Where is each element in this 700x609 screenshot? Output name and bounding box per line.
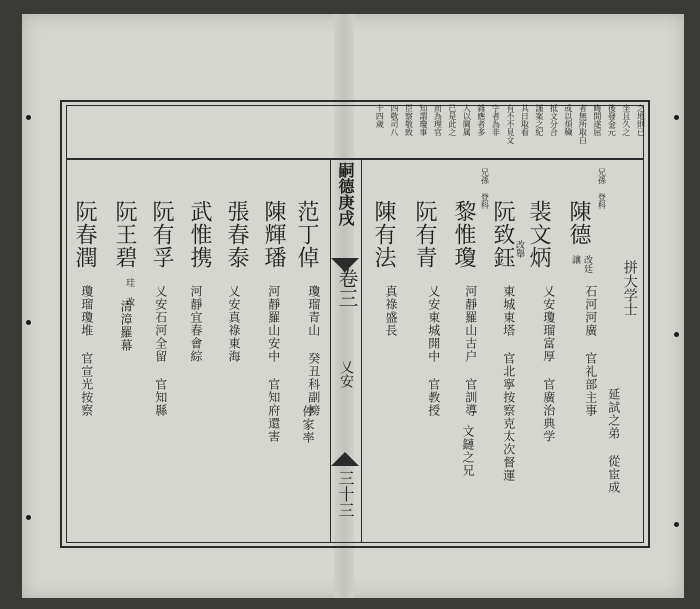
top-annotation-line: 字者為非 bbox=[491, 104, 501, 136]
top-annotation-line: 後發金元 bbox=[607, 104, 617, 136]
entry-name: 阮春潤 bbox=[72, 200, 97, 269]
binding-hole bbox=[674, 115, 679, 120]
rank-note: 兄孫 登科 bbox=[597, 168, 607, 209]
entry-note: 河靜羅山安中 官知府還害 bbox=[266, 285, 281, 443]
entry-name-note: 珪 改 bbox=[124, 278, 134, 306]
top-annotation-line: 已是此之 bbox=[447, 104, 457, 136]
top-annotation-line: 十四歲 bbox=[375, 104, 385, 128]
top-annotation-line: 臣察敬致 bbox=[404, 104, 414, 136]
binding-hole bbox=[674, 332, 679, 337]
entry-name: 武惟携 bbox=[187, 200, 212, 269]
top-annotation-line: 坐且久之 bbox=[621, 104, 631, 136]
entry-note: 東城東塔 官北寧按察克太次督運 bbox=[501, 285, 516, 482]
entry-note: 瓊瑠青山 癸丑科副榜 bbox=[306, 285, 321, 417]
top-annotation-line: 四敬司八 bbox=[389, 104, 399, 136]
entry-name: 陳德 bbox=[566, 200, 591, 246]
entry-name: 阮有孚 bbox=[149, 200, 174, 269]
entry-name: 陳有法 bbox=[371, 200, 396, 269]
top-annotation-line: 人以閫属 bbox=[462, 104, 472, 136]
entry-note: 河靜羅山古户 官訓導 bbox=[463, 285, 478, 417]
top-annotation-line: 雜應者多 bbox=[476, 104, 486, 136]
binding-hole bbox=[674, 522, 679, 527]
entry-note: 乂安石河全留 官知縣 bbox=[153, 285, 168, 417]
entry-note: 石河河廣 官礼部主事 bbox=[583, 285, 598, 417]
entry-name: 阮王碧 bbox=[112, 200, 137, 269]
top-annotation-line: 而為理官 bbox=[433, 104, 443, 136]
entry-note-extra: 延試之弟 從宦成 bbox=[606, 388, 621, 494]
top-annotation-line: 謹案之紀 bbox=[534, 104, 544, 136]
entry-name: 阮有青 bbox=[412, 200, 437, 269]
entry-corner-note: 改舉 bbox=[514, 240, 524, 258]
top-annotation-line: 其日取看 bbox=[520, 104, 530, 136]
entry-note: 乂安東城開中 官教授 bbox=[426, 285, 441, 417]
entry-name: 陳輝璠 bbox=[261, 200, 286, 269]
top-annotation-line: 有不不見文 bbox=[505, 104, 515, 144]
top-annotation-line: 者無所取白 bbox=[578, 104, 588, 144]
binding-hole bbox=[26, 115, 31, 120]
place-label: 乂安 bbox=[338, 360, 354, 388]
entry-note: 清漳羅幕 bbox=[119, 300, 133, 352]
top-annotation-line: 或以煩穢 bbox=[563, 104, 573, 136]
top-annotation-line: 之地則已 bbox=[636, 104, 646, 136]
entry-note: 河靜宜春會綜 bbox=[189, 285, 203, 363]
entry-name: 阮致鈺 bbox=[490, 200, 515, 269]
center-title: 嗣德庚戌 bbox=[336, 162, 355, 226]
entry-corner-note: 改廷 bbox=[582, 255, 592, 273]
binding-hole bbox=[26, 515, 31, 520]
entry-name: 范丁倬 bbox=[294, 200, 319, 269]
binding-hole bbox=[26, 320, 31, 325]
entry-name: 裴文炳 bbox=[526, 200, 551, 269]
entry-name: 張春泰 bbox=[224, 200, 249, 269]
entry-note-extra: 文鏈之兄 bbox=[461, 425, 475, 477]
entry-note: 乂安真祿東海 bbox=[227, 285, 241, 363]
entry-note: 瓊瑠瓊堆 官宣光按察 bbox=[79, 285, 94, 417]
entry-name: 黎惟瓊 bbox=[451, 200, 476, 269]
entry-name-note: 讓 bbox=[570, 255, 580, 264]
right-margin-note: 拼大学士 bbox=[621, 260, 638, 316]
entry-note: 乂安瓊瑠富厚 官廣治典学 bbox=[541, 285, 556, 443]
entry-note-extra: 停家率 bbox=[301, 405, 315, 444]
page-number: 三十三 bbox=[336, 470, 355, 518]
top-annotation-line: 晦間遂屈 bbox=[592, 104, 602, 136]
top-annotation-line: 抵文分合 bbox=[549, 104, 559, 136]
entry-note: 真祿盛長 bbox=[384, 285, 398, 337]
rank-note: 兄孫 登科 bbox=[480, 168, 490, 209]
top-annotation-line: 知謂瓊事 bbox=[418, 104, 428, 136]
volume-label: 卷三 bbox=[335, 268, 359, 308]
